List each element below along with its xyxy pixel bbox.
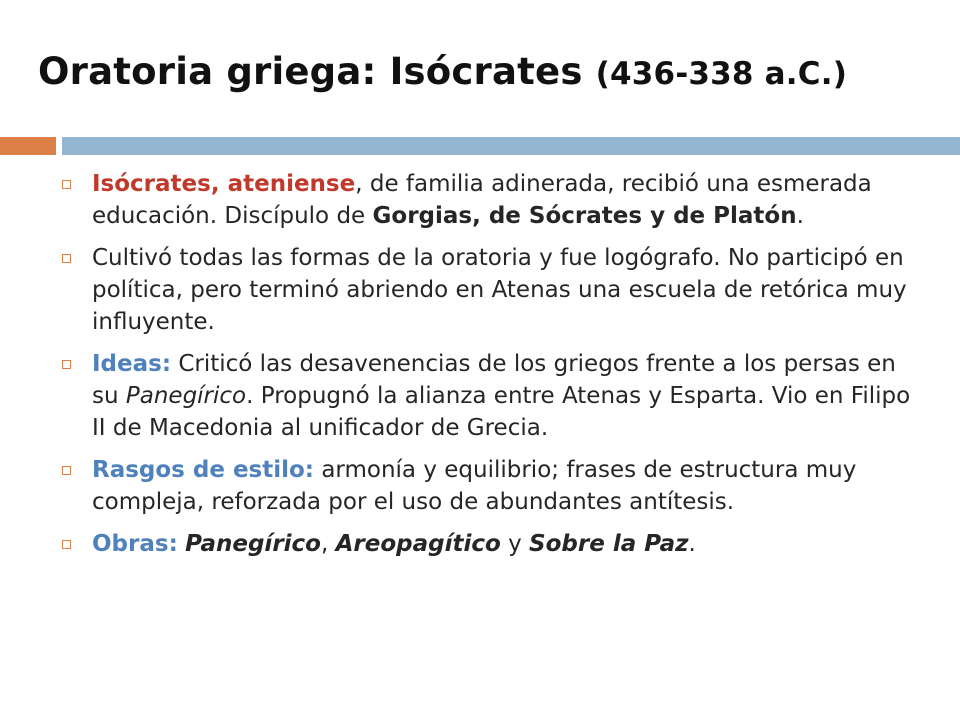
bullet-text: Cultivó todas las formas de la oratoria y fue logógrafo. No participó en política, pero terminó abriendo en Atenas una escuela de retórica muy influyente.	[92, 245, 907, 335]
bullet-text: .	[688, 531, 696, 557]
bullet-text-italic: Panegírico	[125, 383, 247, 409]
bullet-item	[62, 168, 922, 232]
bullet-text: armonía y equilibrio; frases de estructura muy compleja, reforzada por el uso de abundantes antítesis.	[92, 457, 857, 515]
bullet-heading: Rasgos de estilo:	[92, 457, 315, 483]
bullet-text: Criticó las desavenencias de los griegos frente a los persas en su	[92, 351, 896, 409]
title-main: Oratoria griega: Isócrates	[38, 50, 596, 93]
bullet-text	[178, 531, 185, 557]
bullet-text-bold: Gorgias, de Sócrates y de Platón	[372, 203, 797, 229]
slide-title	[38, 50, 847, 93]
bullet-text: , de familia adinerada, recibió una esmerada educación. Discípulo de	[92, 171, 872, 229]
bullet-item	[62, 348, 922, 444]
square-bullet-icon	[62, 254, 71, 263]
bullet-heading: Ideas:	[92, 351, 172, 377]
accent-bar-orange	[0, 137, 56, 155]
square-bullet-icon	[62, 180, 71, 189]
bullet-text: .	[796, 203, 804, 229]
bullet-item	[62, 454, 922, 518]
square-bullet-icon	[62, 540, 71, 549]
bullet-heading: Obras:	[92, 531, 178, 557]
work-title: Areopagítico	[335, 531, 501, 557]
work-title: Panegírico	[185, 531, 321, 557]
bullet-text: . Propugnó la alianza entre Atenas y Esparta. Vio en Filipo II de Macedonia al unificador de Grecia.	[92, 383, 911, 441]
work-title: Sobre la Paz	[529, 531, 689, 557]
bullet-item	[62, 242, 922, 338]
bullet-text: y	[500, 531, 530, 557]
bullet-text: ,	[320, 531, 336, 557]
accent-bar-blue	[62, 137, 960, 155]
bullet-list	[62, 168, 922, 570]
title-years: (436-338 a.C.)	[595, 56, 848, 92]
square-bullet-icon	[62, 360, 71, 369]
bullet-text-highlight: Isócrates, ateniense	[92, 171, 356, 197]
square-bullet-icon	[62, 466, 71, 475]
bullet-item	[62, 528, 922, 560]
